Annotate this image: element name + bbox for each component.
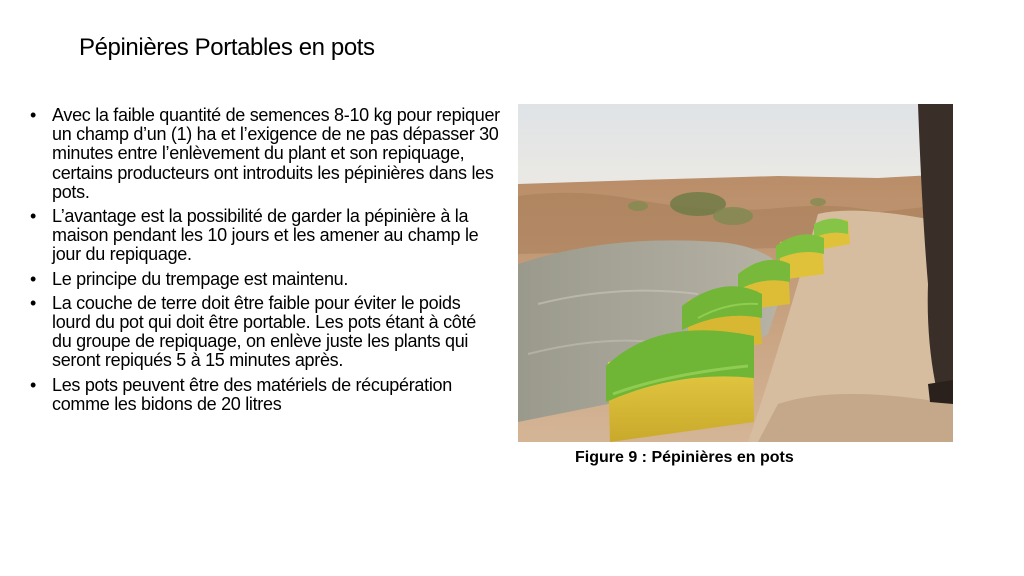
bullet-marker: • (30, 105, 37, 125)
bullet-item (30, 376, 500, 414)
bullet-text: Le principe du trempage est maintenu. (52, 268, 349, 289)
figure-caption: Figure 9 : Pépinières en pots (575, 449, 794, 466)
bullet-text: Les pots peuvent être des matériels de récupération comme les bidons de 20 litres (52, 374, 452, 414)
slide-title: Pépinières Portables en pots (79, 34, 375, 61)
bullet-marker: • (30, 374, 37, 395)
bullet-marker: • (30, 292, 37, 313)
bullet-text: Avec la faible quantité de semences 8-10 kg pour repiquer un champ d’un (1) ha et l’exigence de ne pas dépasser 30 minutes entre l’enlèvement du plant et son repiquage, certains producteurs ont introduits les pépinières dans les pots. (52, 105, 500, 202)
bullet-text: L’avantage est la possibilité de garder la pépinière à la maison pendant les 10 jours et les amener au champ le jour du repiquage. (52, 206, 479, 265)
bullet-text: La couche de terre doit être faible pour éviter le poids lourd du pot qui doit être portable. Les pots étant à côté du groupe de repiquage, on enlève juste les plants qui seront repiqués 5 à 15 minutes après. (52, 292, 476, 371)
bullet-item (30, 106, 500, 202)
bullet-marker: • (30, 268, 37, 289)
bullet-marker: • (30, 206, 37, 227)
nursery-photo (518, 104, 953, 442)
bullet-item (30, 207, 500, 265)
bullet-list (30, 106, 500, 419)
bullet-item (30, 294, 500, 371)
bullet-item (30, 270, 500, 289)
